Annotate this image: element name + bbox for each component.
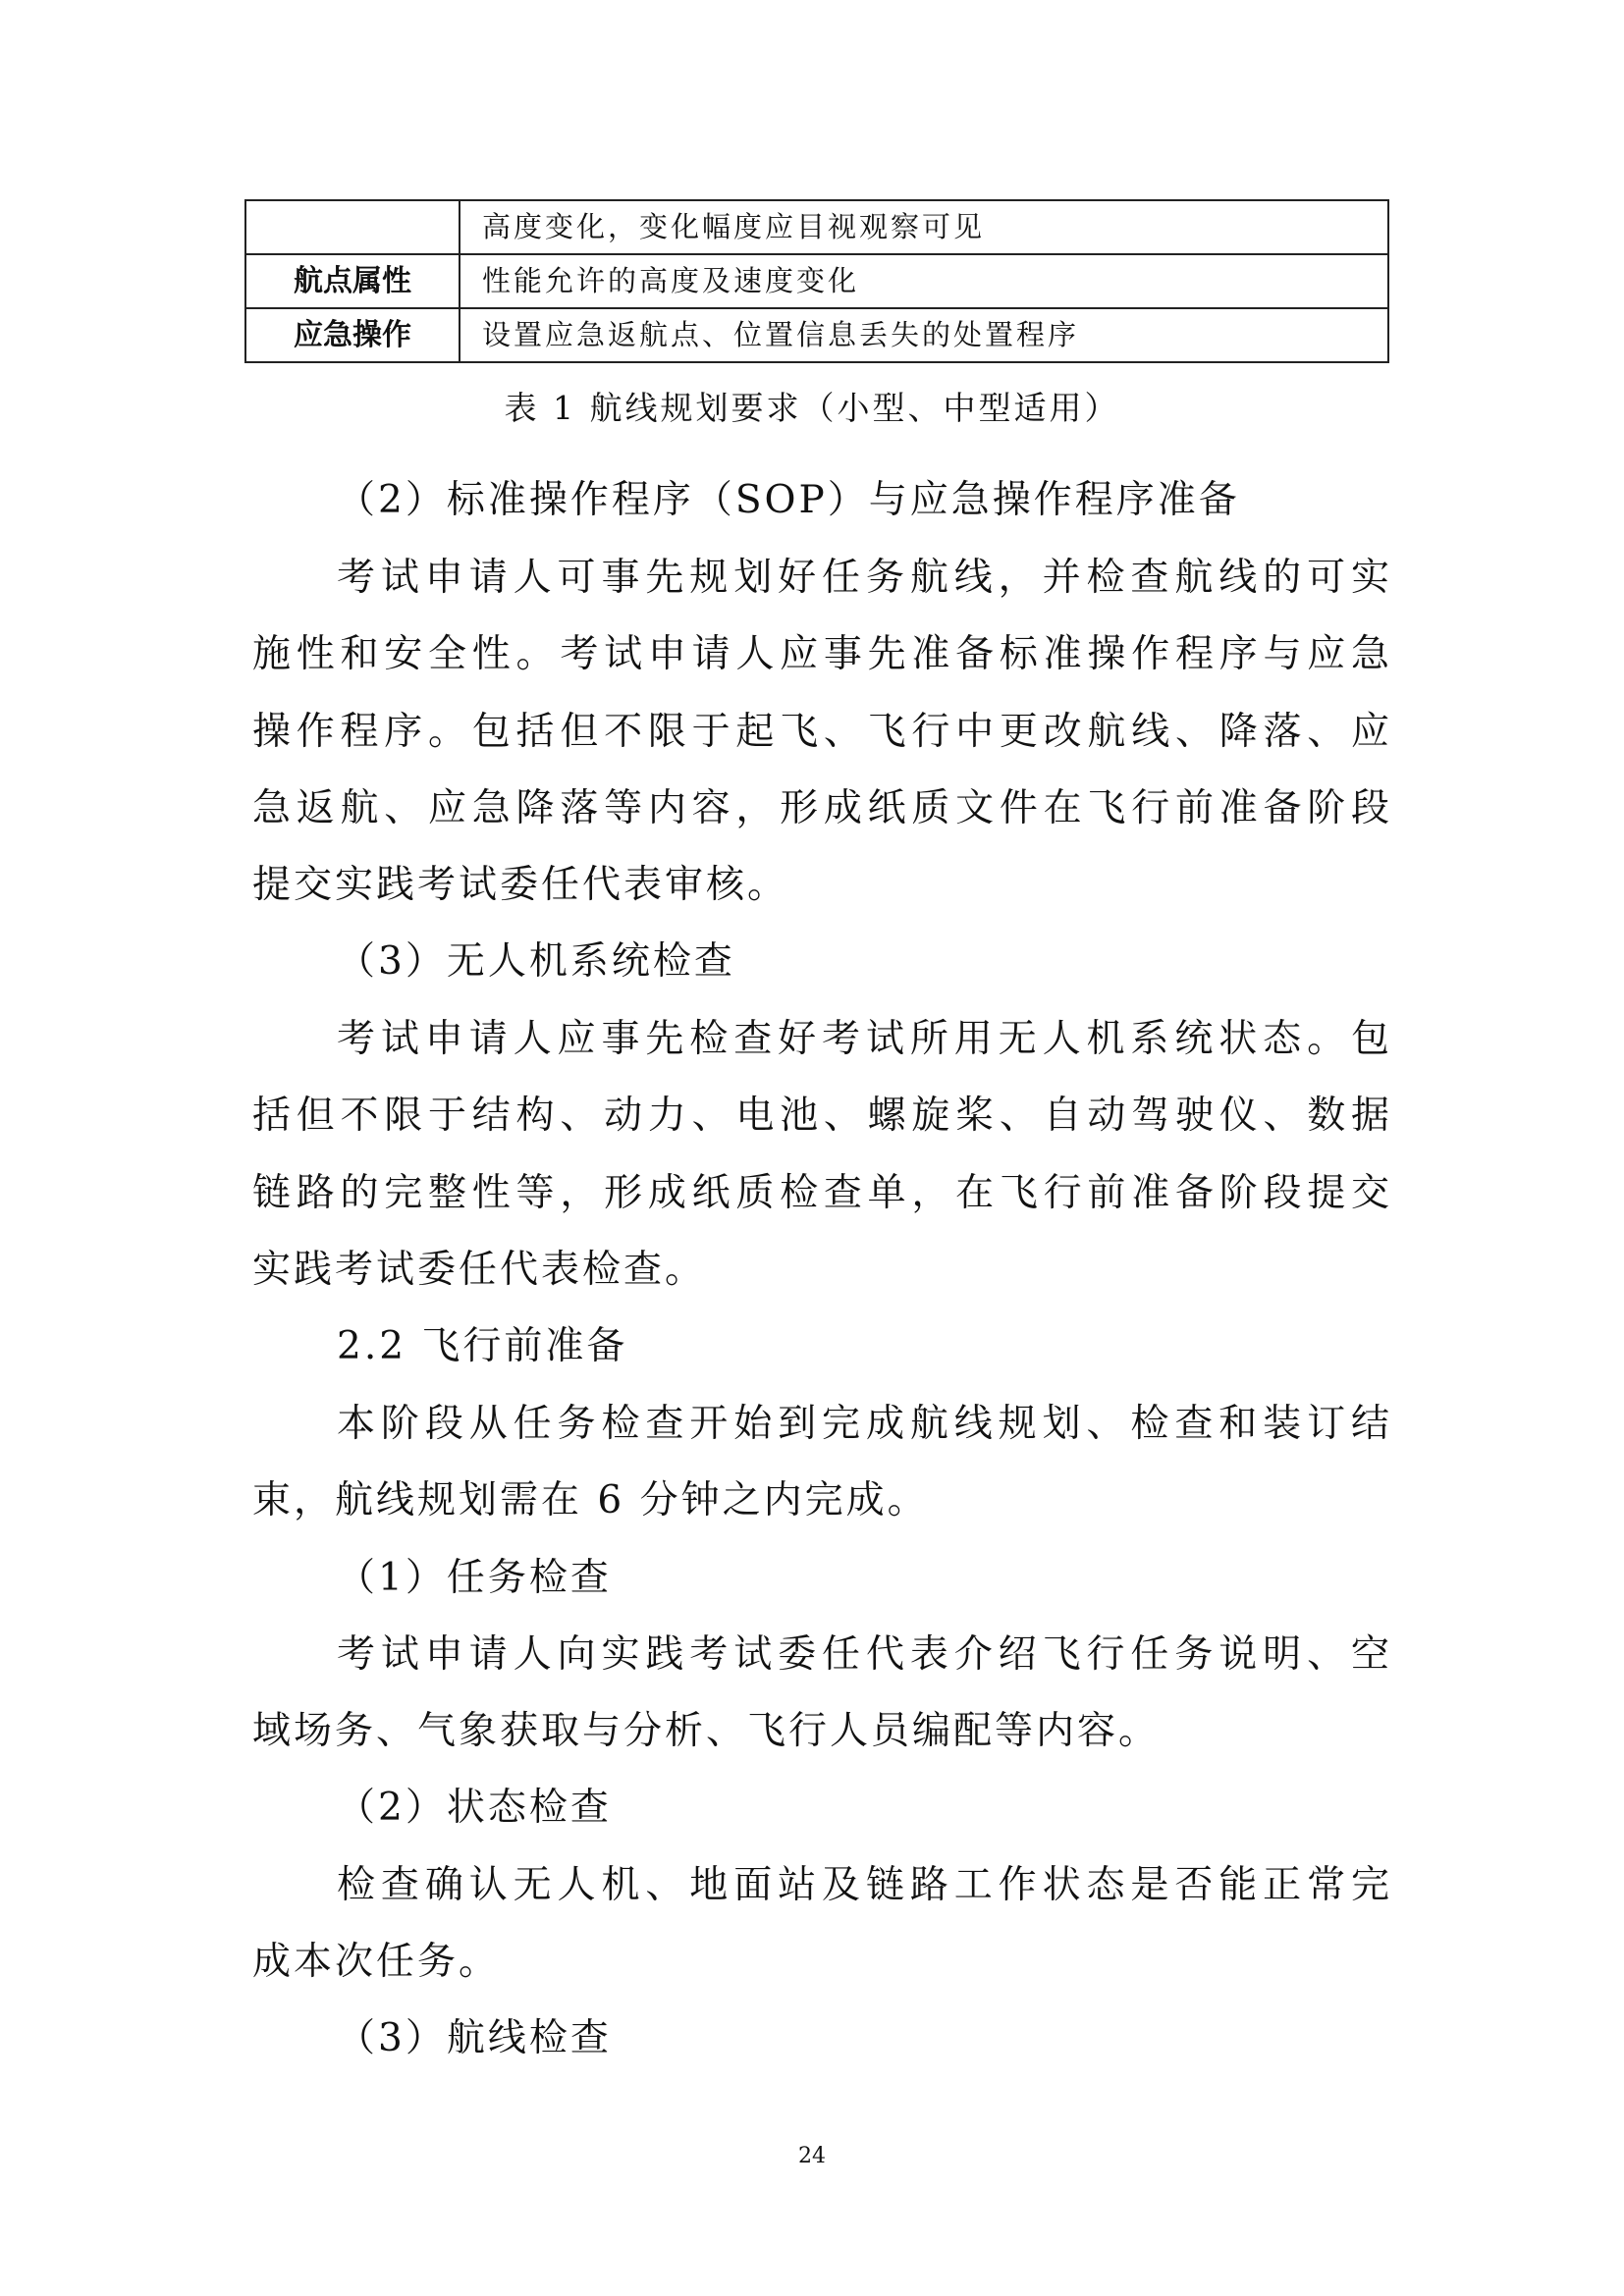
paragraph-line: 提交实践考试委任代表审核。 (252, 863, 789, 907)
paragraph-line: 考试申请人应事先检查好考试所用无人机系统状态。包 (337, 1017, 1389, 1061)
table-row (245, 308, 1388, 362)
table-row-content: 性能允许的高度及速度变化 (460, 254, 1388, 308)
paragraph-line: 实践考试委任代表检查。 (252, 1248, 707, 1292)
paragraph-line: 施性和安全性。考试申请人应事先准备标准操作程序与应急 (252, 632, 1389, 676)
section-heading-system-check: （3）无人机系统检查 (337, 939, 735, 984)
paragraph-line: 括但不限于结构、动力、电池、螺旋桨、自动驾驶仪、数据 (252, 1094, 1389, 1138)
paragraph-line: 急返航、应急降落等内容，形成纸质文件在飞行前准备阶段 (252, 786, 1389, 830)
table-row-content: 高度变化，变化幅度应目视观察可见 (460, 200, 1388, 254)
paragraph-line: 操作程序。包括但不限于起飞、飞行中更改航线、降落、应 (252, 710, 1389, 754)
table-row-label: 航点属性 (245, 254, 460, 308)
section-heading-sop: （2）标准操作程序（SOP）与应急操作程序准备 (337, 478, 1240, 522)
section-heading-task-check: （1）任务检查 (337, 1556, 612, 1600)
section-heading-status-check: （2）状态检查 (337, 1786, 612, 1830)
table-row (245, 254, 1388, 308)
table-row-content: 设置应急返航点、位置信息丢失的处置程序 (460, 308, 1388, 362)
page-number: 24 (798, 2144, 826, 2168)
table-row-label: 应急操作 (245, 308, 460, 362)
section-heading-preflight: 2.2 飞行前准备 (337, 1324, 628, 1368)
section-heading-route-check: （3）航线检查 (337, 2016, 612, 2060)
table-row (245, 200, 1388, 254)
paragraph-line: 链路的完整性等，形成纸质检查单，在飞行前准备阶段提交 (252, 1171, 1389, 1215)
paragraph-line: 本阶段从任务检查开始到完成航线规划、检查和装订结 (337, 1402, 1389, 1446)
paragraph-line: 考试申请人可事先规划好任务航线，并检查航线的可实 (337, 556, 1389, 600)
table-caption: 表 1 航线规划要求（小型、中型适用） (504, 389, 1120, 427)
paragraph-line: 检查确认无人机、地面站及链路工作状态是否能正常完 (337, 1863, 1389, 1907)
route-planning-table (244, 199, 1389, 363)
paragraph-line: 考试申请人向实践考试委任代表介绍飞行任务说明、空 (337, 1632, 1389, 1677)
paragraph-line: 域场务、气象获取与分析、飞行人员编配等内容。 (252, 1709, 1161, 1753)
paragraph-line: 束，航线规划需在 6 分钟之内完成。 (252, 1478, 929, 1522)
table-row-label (245, 200, 460, 254)
paragraph-line: 成本次任务。 (252, 1940, 501, 1984)
